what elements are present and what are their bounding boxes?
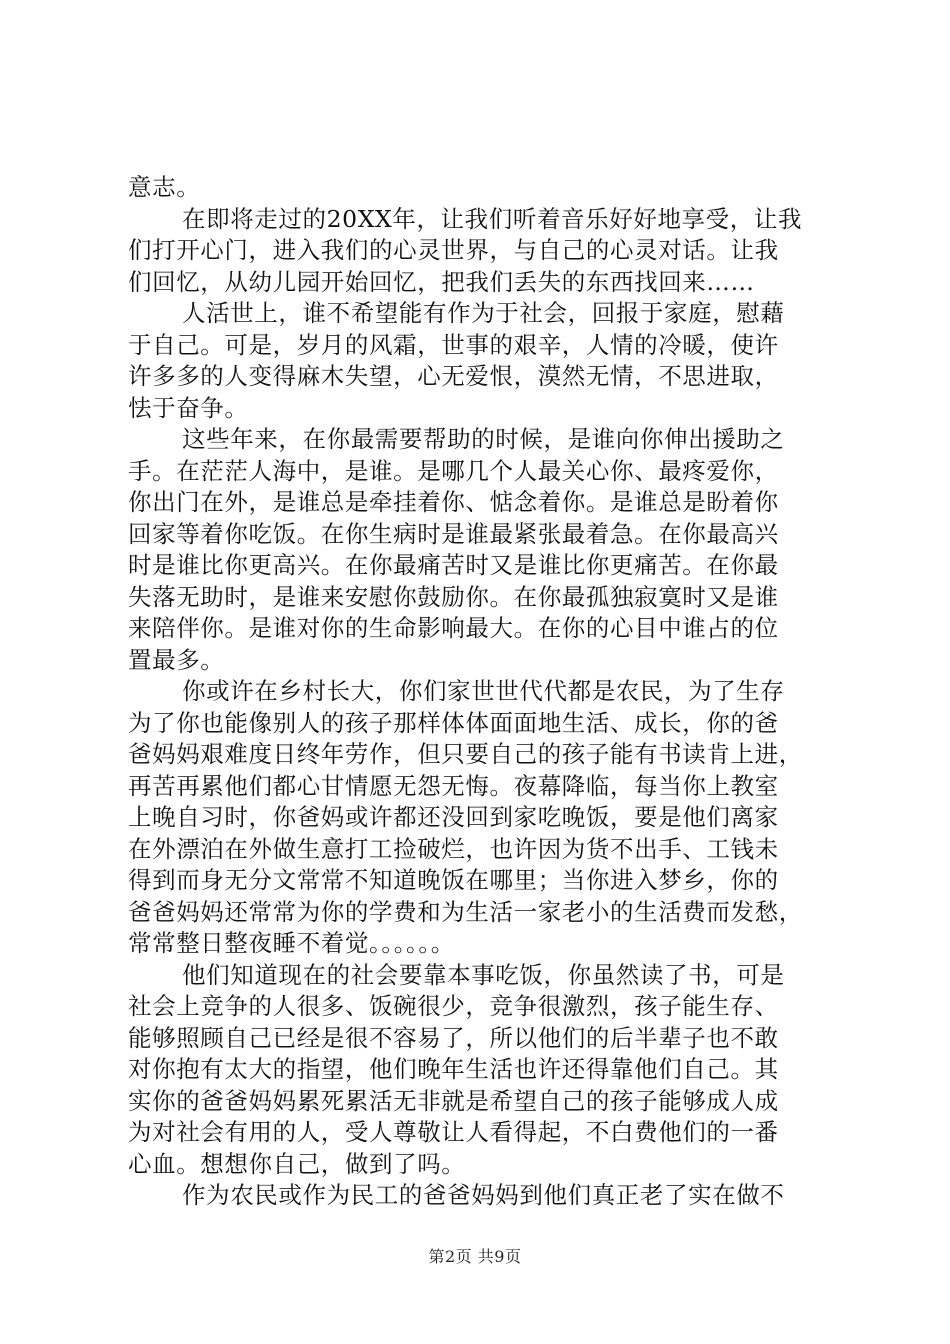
text-line: 得到而身无分文常常不知道晚饭在哪里；当你进入梦乡，你的 <box>128 866 779 894</box>
text-line: 为对社会有用的人，受人尊敬让人看得起，不白费他们的一番 <box>128 1118 779 1146</box>
text-line: 能够照顾自己已经是很不容易了，所以他们的后半辈子也不敢 <box>128 1023 779 1052</box>
text-line: 对你抱有太大的指望，他们晚年生活也许还得靠他们自己。其 <box>128 1055 779 1083</box>
text-line: 于自己。可是，岁月的风霜，世事的艰辛，人情的冷暖，使许 <box>128 330 779 359</box>
text-line: 爸爸妈妈还常常为你的学费和为生活一家老小的生活费而发愁， <box>128 897 803 926</box>
text-line: 这些年来，在你最需要帮助的时候，是谁向你伸出援助之 <box>182 425 785 453</box>
text-line: 上晚自习时，你爸妈或许都还没回到家吃晚饭，要是他们离家 <box>128 803 779 831</box>
paragraph-3 <box>128 298 828 424</box>
text-line: 实你的爸爸妈妈累死累活无非就是希望自己的孩子能够成人成 <box>128 1086 779 1115</box>
text-line: 回家等着你吃饭。在你生病时是谁最紧张最着急。在你最高兴 <box>128 519 779 548</box>
text-line: 怯于奋争。 <box>128 393 249 422</box>
text-line: 心血。想想你自己，做到了吗。 <box>128 1149 466 1178</box>
text-line: 人活世上，谁不希望能有作为于社会，回报于家庭，慰藉 <box>182 299 785 327</box>
text-line: 手。在茫茫人海中，是谁。是哪几个人最关心你、最疼爱你， <box>128 456 779 485</box>
text-line: 他们知道现在的社会要靠本事吃饭，你虽然读了书，可是 <box>182 960 785 989</box>
text-line: 再苦再累他们都心甘情愿无怨无悔。夜幕降临，每当你上教室 <box>128 771 779 800</box>
text-line: 来陪伴你。是谁对你的生命影响最大。在你的心目中谁占的位 <box>128 614 779 642</box>
text-line: 许多多的人变得麻木失望，心无爱恨，漠然无情，不思进取， <box>128 362 779 390</box>
text-line: 置最多。 <box>128 645 225 674</box>
text-line: 爸妈妈艰难度日终年劳作，但只要自己的孩子能有书读肯上进， <box>128 740 803 768</box>
text-line: 为了你也能像别人的孩子那样体体面面地生活、成长，你的爸 <box>128 708 779 737</box>
text-line: 常常整日整夜睡不着觉。。。。。。 <box>128 929 455 957</box>
text-line: 在外漂泊在外做生意打工捡破烂，也许因为货不出手、工钱未 <box>128 834 779 863</box>
text-line: 意志。 <box>128 173 201 201</box>
text-line: 作为农民或作为民工的爸爸妈妈到他们真正老了实在做不 <box>182 1181 785 1209</box>
paragraph-4 <box>128 424 828 676</box>
text-line: 在即将走过的20XX年，让我们听着音乐好好地享受，让我 <box>182 204 803 233</box>
text-line: 你或许在乡村长大，你们家世世代代都是农民，为了生存 <box>182 677 785 705</box>
page-number-footer: 第2页 共9页 <box>428 1247 522 1266</box>
paragraph-5 <box>128 676 828 960</box>
text-line: 失落无助时，是谁来安慰你鼓励你。在你最孤独寂寞时又是谁 <box>128 582 779 611</box>
text-line: 们回忆，从幼儿园开始回忆，把我们丢失的东西找回来…… <box>128 267 755 296</box>
paragraph-2 <box>128 204 828 299</box>
text-line: 社会上竞争的人很多、饭碗很少，竞争很激烈，孩子能生存、 <box>128 992 779 1020</box>
text-line: 时是谁比你更高兴。在你最痛苦时又是谁比你更痛苦。在你最 <box>128 551 779 579</box>
document-body <box>128 172 828 1212</box>
text-line: 你出门在外，是谁总是牵挂着你、惦念着你。是谁总是盼着你 <box>128 488 779 516</box>
paragraph-7 <box>128 1180 828 1212</box>
paragraph-6 <box>128 960 828 1181</box>
paragraph-1 <box>128 172 828 204</box>
text-line: 们打开心门，进入我们的心灵世界，与自己的心灵对话。让我 <box>128 236 779 264</box>
